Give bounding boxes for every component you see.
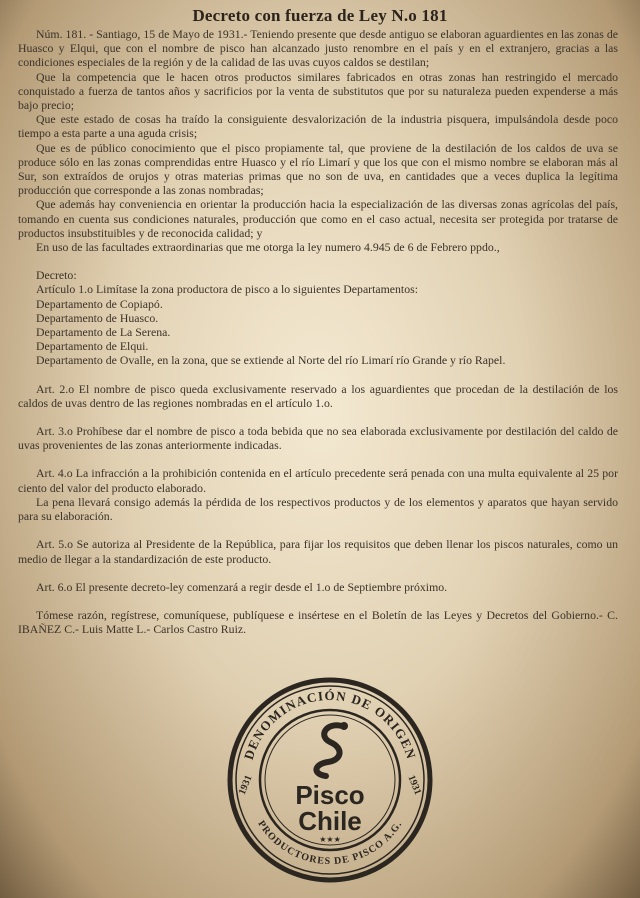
- paragraph: Que la competencia que le hacen otros productos similares fabricados en otras zonas han restringido el mercado conquistado a fuerza de tantos años y sacrificios por la venta de substitutos que por su naturaleza pueden expenderse a más bajo precio;: [18, 69, 618, 113]
- seal-brand-pisco: Pisco: [295, 780, 365, 810]
- decreto-heading: Decreto:: [36, 268, 77, 283]
- paragraph: Que es de público conocimiento que el pisco propiamente tal, que proviene de la destilación de los caldos de uva se produce sólo en las zonas comprendidas entre Huasco y el río Limarí y que los que con el mismo nombre se elaboran más al Sur, son extraídos de orujos y otras materias primas que no son de uva, en cantidades que a veces duplica la legítima producción que corresponde a las zonas nombradas;: [18, 140, 618, 198]
- seal-bottom-arc-text: PRODUCTORES DE PISCO A.G.: [255, 818, 405, 868]
- decree-text: [18, 27, 618, 636]
- department-item: Departamento de La Serena.: [36, 325, 171, 340]
- closing-signatures: Tómese razón, regístrese, comuníquese, publíquese e insértese en el Boletín de las Leyes y Decretos del Gobierno.- C. IBAÑEZ C.- Luis Matte L.- Carlos Castro Ruiz.: [18, 607, 618, 637]
- seal-stars: ★★★: [319, 835, 341, 844]
- paragraph: Que además hay conveniencia en orientar la producción hacia la especialización de las diversas zonas agrícolas del país, tomando en cuenta sus condiciones naturales, producción que como en el caso actual, necesita ser protegida por tratarse de productos insubstituibles y de reconocida calidad; y: [18, 197, 618, 240]
- seal-year-left: 1931: [236, 773, 255, 797]
- department-item: Departamento de Elqui.: [36, 339, 149, 354]
- paragraph: Que este estado de cosas ha traído la consiguiente desvalorización de la industria pisquera, impulsándola desde poco tiempo a esta parte a una aguda crisis;: [18, 112, 618, 141]
- paragraph: Núm. 181. - Santiago, 15 de Mayo de 1931.- Teniendo presente que desde antiguo se elaboran aguardientes en las zonas de Huasco y Elqui, que con el nombre de pisco han alcanzado justo renombre en el país y en el extranjero, gracias a las condiciones especiales de la región y de la calidad de las uvas cuyos caldos se destilan;: [18, 27, 618, 70]
- article-4: Art. 4.o La infracción a la prohibición contenida en el artículo precedente será penada con una multa equivalente al 25 por ciento del valor del producto elaborado.: [18, 466, 618, 495]
- seal-year-right: 1931: [405, 773, 424, 797]
- article-5: Art. 5.o Se autoriza al Presidente de la República, para fijar los requisitos que deben llenar los piscos naturales, como un medio de llegar a la standardización de este producto.: [18, 537, 618, 566]
- pisco-chile-seal: [226, 676, 434, 884]
- article-3: Art. 3.o Prohíbese dar el nombre de pisco a toda bebida que no sea elaborada exclusivamente por destilación del caldo de uvas provenientes de las zonas anteriormente indicadas.: [18, 424, 618, 453]
- article-1: Artículo 1.o Limítase la zona productora de pisco a lo siguientes Departamentos:: [36, 282, 418, 297]
- serpent-icon: [316, 725, 342, 776]
- department-item: Departamento de Ovalle, en la zona, que se extiende al Norte del río Limarí río Grande y río Rapel.: [36, 353, 506, 368]
- seal-top-arc-text: DENOMINACIÓN DE ORIGEN: [240, 687, 420, 762]
- article-6: Art. 6.o El presente decreto-ley comenzará a regir desde el 1.o de Septiembre próximo.: [36, 579, 448, 594]
- article-2: Art. 2.o El nombre de pisco queda exclusivamente reservado a los aguardientes que procedan de la destilación de los caldos de uvas dentro de las regiones nombradas en el artículo 1.o.: [18, 381, 618, 410]
- department-item: Departamento de Copiapó.: [36, 296, 163, 311]
- page-title: Decreto con fuerza de Ley N.o 181: [192, 6, 448, 25]
- article-4-penalty: La pena llevará consigo además la pérdida de los respectivos productos y de los elementos y aparatos que hayan servido para su elaboración.: [18, 494, 618, 524]
- paragraph: En uso de las facultades extraordinarias que me otorga la ley numero 4.945 de 6 de Febrero ppdo.,: [36, 240, 500, 255]
- seal-brand-chile: Chile: [298, 806, 362, 836]
- department-item: Departamento de Huasco.: [36, 310, 159, 325]
